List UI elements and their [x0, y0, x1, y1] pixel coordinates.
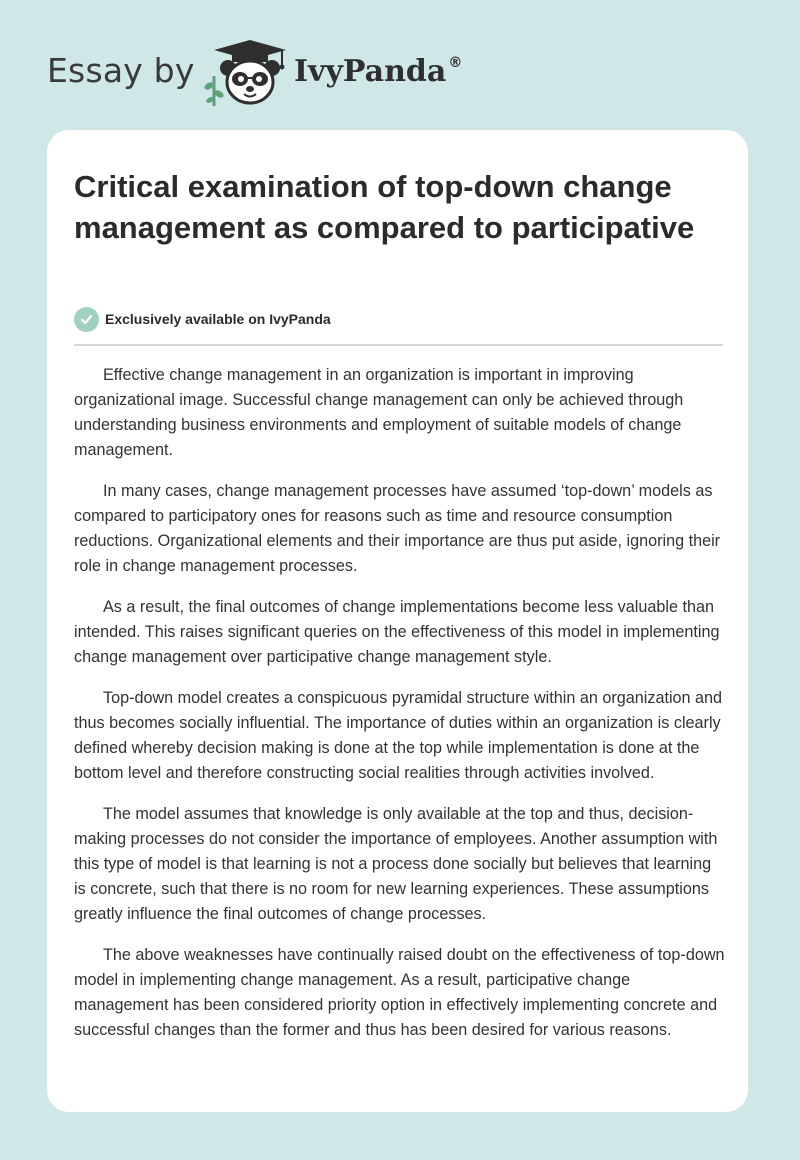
brand-name-text: IvyPanda — [294, 54, 447, 89]
essay-body — [74, 363, 726, 1059]
essay-card — [47, 130, 748, 1112]
ivypanda-wordmark — [294, 54, 462, 89]
essay-title: Critical examination of top-down change management as compared to participative — [74, 169, 695, 245]
paragraph: The above weaknesses have continually raised doubt on the effectiveness of top-down model in implementing change management. As a result, participative change management has been considered priority option in effectively implementing concrete and successful changes than the former and thus has been desired for various reasons. — [74, 946, 725, 1039]
panda-graduate-icon — [202, 36, 292, 108]
paragraph: Effective change management in an organization is important in improving organizational image. Successful change management can only be achieved through understanding business environments and employment of suitable models of change management. — [74, 366, 684, 459]
paragraph: The model assumes that knowledge is only available at the top and thus, decision-making processes do not consider the importance of employees. Another assumption with this type of model is that learning is not a process done socially but believes that learning is concrete, such that there is no room for new learning experiences. These assumptions greatly influence the final outcomes of change processes. — [74, 805, 718, 923]
title-divider — [74, 344, 723, 346]
exclusive-label: Exclusively available on IvyPanda — [105, 311, 331, 327]
check-icon — [74, 307, 99, 332]
exclusive-badge — [74, 306, 331, 332]
paragraph: Top-down model creates a conspicuous pyramidal structure within an organization and thus becomes socially influential. The importance of duties within an organization is clearly defined whereby decision making is done at the top while implementation is done at the bottom level and therefore constructing social realities through activities involved. — [74, 689, 723, 782]
essay-by-label: Essay by — [47, 51, 195, 90]
registered-mark: ® — [448, 55, 463, 71]
paragraph: As a result, the final outcomes of change implementations become less valuable than intended. This raises significant queries on the effectiveness of this model in implementing change management over participative change management style. — [74, 598, 720, 666]
site-header — [0, 0, 800, 130]
paragraph: In many cases, change management processes have assumed ‘top-down’ models as compared to participatory ones for reasons such as time and resource consumption reductions. Organizational elements and their importance are thus put aside, ignoring their role in change management processes. — [74, 482, 721, 575]
